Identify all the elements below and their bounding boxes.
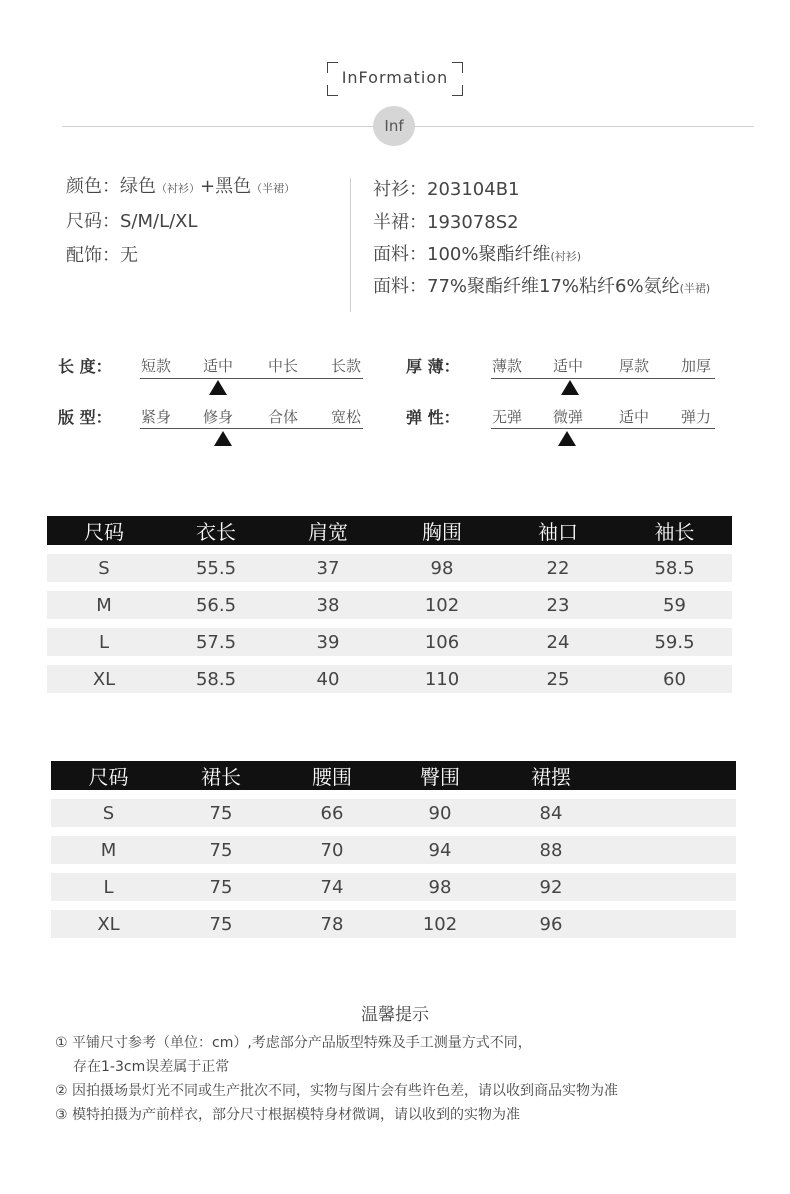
thickness-option: 加厚 [681, 357, 712, 375]
table-cell: 75 [166, 910, 276, 938]
table-cell: 66 [276, 799, 388, 827]
table-cell: 88 [492, 836, 610, 864]
table-cell: 40 [271, 665, 385, 693]
table-cell: M [47, 591, 161, 619]
header-frame [327, 62, 463, 96]
table-row [47, 591, 732, 619]
table-cell: 110 [385, 665, 499, 693]
skirt-fabric-value: 77%聚酯纤维17%粘纤6%氨纶 [427, 276, 680, 297]
column-header: 袖口 [499, 516, 617, 545]
notes-title: 温馨提示 [361, 1005, 429, 1025]
table-cell: 96 [492, 910, 610, 938]
shirt-fabric-value: 100%聚酯纤维 [427, 244, 551, 265]
table-header-row [47, 516, 732, 545]
thickness-option: 适中 [553, 357, 584, 375]
column-header: 袖长 [617, 516, 732, 545]
column-header: 尺码 [51, 761, 166, 790]
table-cell: 59 [617, 591, 732, 619]
length-label: 长 度： [58, 357, 112, 376]
note-item: ③ 模特拍摄为产前样衣，部分尺寸根据模特身材微调，请以收到的实物为准 [55, 1107, 520, 1123]
table-cell: 98 [385, 554, 499, 582]
column-header: 臀围 [388, 761, 492, 790]
thickness-option: 厚款 [619, 357, 650, 375]
table-row [51, 836, 736, 864]
fit-option: 宽松 [331, 408, 362, 426]
table-cell: XL [47, 665, 161, 693]
table-cell: 23 [499, 591, 617, 619]
table-row [51, 799, 736, 827]
accessory-value: 无 [120, 245, 138, 266]
info-divider [350, 178, 351, 312]
table-cell: 74 [276, 873, 388, 901]
table-cell: 98 [388, 873, 492, 901]
length-option: 长款 [331, 357, 362, 375]
column-header: 裙长 [166, 761, 276, 790]
length-selected-marker-icon [209, 380, 227, 395]
table-cell: XL [51, 910, 166, 938]
column-header: 胸围 [385, 516, 499, 545]
table-cell: 60 [617, 665, 732, 693]
table-row [47, 554, 732, 582]
table-row [51, 910, 736, 938]
thickness-scale-line [491, 378, 715, 379]
table-cell: 102 [385, 591, 499, 619]
color-value: 绿色 [120, 176, 156, 197]
column-header: 裙摆 [492, 761, 610, 790]
thickness-selected-marker-icon [561, 380, 579, 395]
table-cell [610, 799, 736, 827]
shirt-code-value: 203104B1 [427, 179, 520, 200]
skirt-code-label: 半裙： [373, 212, 427, 233]
shirt-fabric-row [373, 240, 581, 266]
skirt-code-row [373, 208, 519, 234]
table-cell [610, 910, 736, 938]
info-badge: Inf [373, 106, 415, 146]
table-cell: L [51, 873, 166, 901]
column-header: 腰围 [276, 761, 388, 790]
accessory-row [66, 241, 138, 267]
table-cell: 70 [276, 836, 388, 864]
color-note-skirt: （半裙） [251, 182, 296, 195]
elasticity-option: 弹力 [681, 408, 712, 426]
table-cell: 102 [388, 910, 492, 938]
size-row [66, 207, 198, 233]
table-cell: 58.5 [161, 665, 271, 693]
table-cell: 75 [166, 873, 276, 901]
column-header: 尺码 [47, 516, 161, 545]
table-cell: 92 [492, 873, 610, 901]
fit-selected-marker-icon [214, 431, 232, 446]
table-cell [610, 836, 736, 864]
table-cell: 75 [166, 836, 276, 864]
length-option: 适中 [203, 357, 234, 375]
color-label: 颜色： [66, 176, 120, 197]
elasticity-selected-marker-icon [558, 431, 576, 446]
fit-option: 修身 [203, 408, 234, 426]
table-cell: 24 [499, 628, 617, 656]
skirt-fabric-row [373, 272, 710, 298]
table-cell: 78 [276, 910, 388, 938]
header-title: InFormation [341, 68, 449, 87]
table-cell: L [47, 628, 161, 656]
color-note-shirt: （衬衫） [156, 182, 200, 195]
table-row [47, 628, 732, 656]
skirt-size-table [51, 752, 736, 947]
color-join: +黑色 [200, 176, 252, 197]
color-row [66, 172, 295, 198]
table-cell: S [47, 554, 161, 582]
elasticity-label: 弹 性： [406, 408, 460, 427]
skirt-fabric-label: 面料： [373, 276, 427, 297]
table-cell: 90 [388, 799, 492, 827]
table-cell: 25 [499, 665, 617, 693]
elasticity-scale-line [491, 428, 715, 429]
column-header [610, 761, 736, 790]
note-item: ① 平铺尺寸参考（单位：cm）,考虑部分产品版型特殊及手工测量方式不同， [55, 1035, 532, 1051]
size-value: S/M/L/XL [120, 211, 198, 232]
fit-label: 版 型： [58, 408, 112, 427]
elasticity-option: 微弹 [553, 408, 584, 426]
fit-scale-line [140, 428, 363, 429]
table-cell: S [51, 799, 166, 827]
table-cell: 84 [492, 799, 610, 827]
shirt-fabric-label: 面料： [373, 244, 427, 265]
shirt-size-table [47, 507, 732, 702]
table-cell: 56.5 [161, 591, 271, 619]
note-item: 存在1-3cm误差属于正常 [73, 1059, 230, 1075]
table-cell: 55.5 [161, 554, 271, 582]
thickness-label: 厚 薄： [406, 357, 460, 376]
skirt-fabric-note: (半裙) [679, 282, 711, 295]
table-cell: 37 [271, 554, 385, 582]
table-header-row [51, 761, 736, 790]
table-cell: 38 [271, 591, 385, 619]
shirt-code-row [373, 175, 520, 201]
table-cell: 39 [271, 628, 385, 656]
table-cell: 22 [499, 554, 617, 582]
table-cell: 58.5 [617, 554, 732, 582]
elasticity-option: 无弹 [492, 408, 523, 426]
table-row [47, 665, 732, 693]
length-option: 短款 [141, 357, 172, 375]
table-cell: 57.5 [161, 628, 271, 656]
table-cell: 75 [166, 799, 276, 827]
fit-option: 紧身 [141, 408, 172, 426]
shirt-code-label: 衬衫： [373, 179, 427, 200]
size-label: 尺码： [66, 211, 120, 232]
thickness-option: 薄款 [492, 357, 523, 375]
table-cell: 106 [385, 628, 499, 656]
accessory-label: 配饰： [66, 245, 120, 266]
column-header: 衣长 [161, 516, 271, 545]
table-cell: 59.5 [617, 628, 732, 656]
elasticity-option: 适中 [619, 408, 650, 426]
fit-option: 合体 [268, 408, 299, 426]
table-row [51, 873, 736, 901]
length-option: 中长 [268, 357, 299, 375]
table-cell: 94 [388, 836, 492, 864]
length-scale-line [140, 378, 363, 379]
column-header: 肩宽 [271, 516, 385, 545]
table-cell: M [51, 836, 166, 864]
skirt-code-value: 193078S2 [427, 212, 519, 233]
shirt-fabric-note: (衬衫) [550, 250, 582, 263]
note-item: ② 因拍摄场景灯光不同或生产批次不同，实物与图片会有些许色差，请以收到商品实物为准 [55, 1083, 618, 1099]
table-cell [610, 873, 736, 901]
